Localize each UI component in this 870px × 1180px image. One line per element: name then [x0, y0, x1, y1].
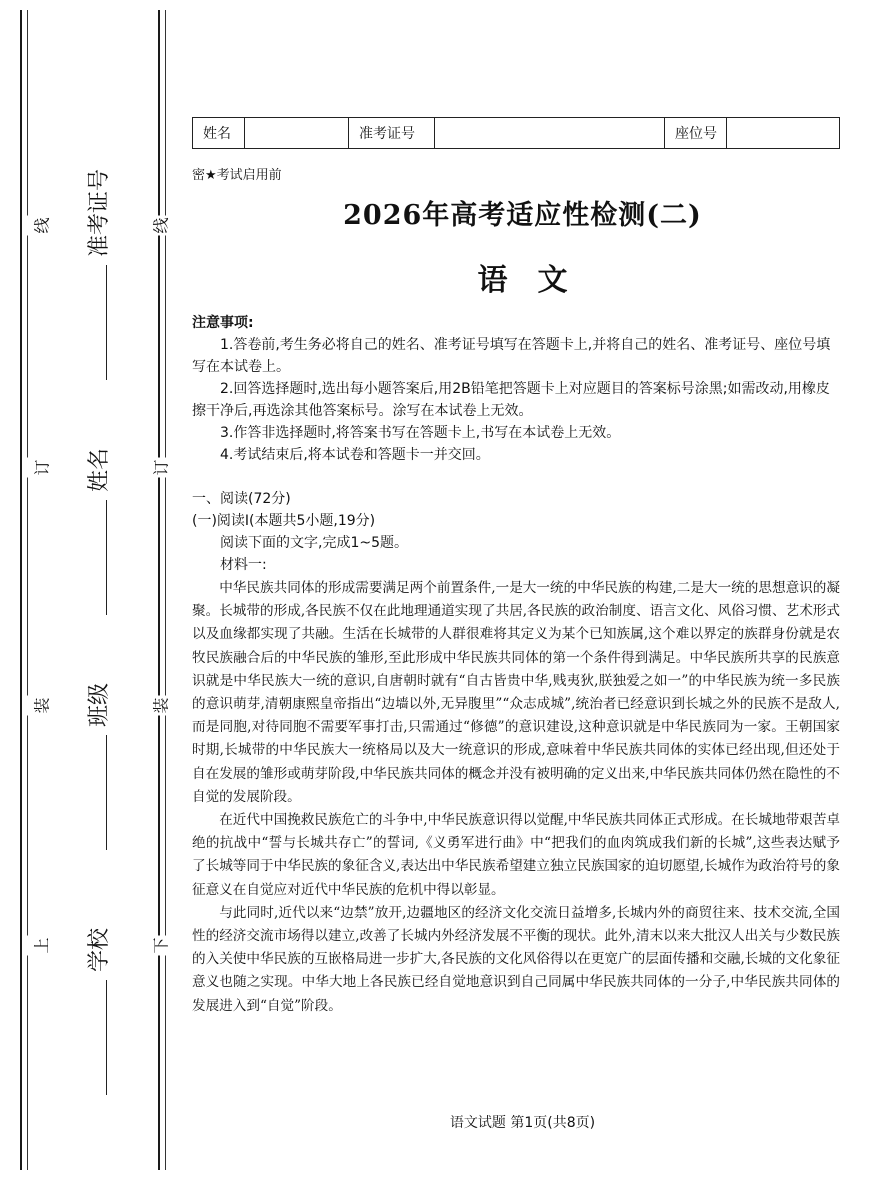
instruction: 阅读下面的文字,完成1~5题。: [220, 535, 408, 551]
school-field[interactable]: [82, 920, 113, 1095]
passage-paragraph: 中华民族共同体的形成需要满足两个前置条件,一是大一统的中华民族的构建,二是大一统的思想意识的凝聚。长城带的形成,各民族不仅在此地理通道实现了共居,各民族的政治制度、语言文化、风俗习惯、艺术形式以及血缘都实现了共融。生活在长城带的人群很难将其定义为某个已知族属,这个难以界定的族群身份就是农牧民族融合后的中华民族的雏形,至此形成中华民族共同体的第一个条件得到满足。中华民族所共享的民族意识就是中华民族大一统的意识,自唐朝时就有“自古皆贵中华,贱夷狄,朕独爱之如一”的中华民族为统一多民族的意识萌芽,清朝康熙皇帝指出“边墙以外,无异腹里”“众志成城”,统治者已经意识到长城之外的民族不是敌人,而是同胞,对待同胞不需要军事打击,只需通过“修德”的意识建设,这种意识就是中华民族同为一家。王朝国家时期,长城带的中华民族大一统格局以及大一统意识的形成,意味着中华民族共同体的实体已经出现,但还处于自在发展的雏形或萌芽阶段,中华民族共同体的概念并没有被明确的定义出来,中华民族共同体仍然在隐性的不自觉的发展阶段。: [192, 580, 840, 805]
class-field[interactable]: [82, 675, 113, 850]
school-line[interactable]: [88, 980, 107, 1095]
exam-title: 2026年高考适应性检测(二): [343, 200, 702, 231]
outer-cut-mark-zhuang: 装: [26, 696, 57, 716]
class-label: 班级: [87, 682, 112, 727]
note-item: 3.作答非选择题时,将答案书写在答题卡上,书写在本试卷上无效。: [220, 425, 621, 441]
inner-cut-mark-zhuang: 装: [145, 696, 176, 716]
note-item: 4.考试结束后,将本试卷和答题卡一并交回。: [220, 447, 490, 463]
outer-cut-mark-xian: 线: [26, 216, 57, 236]
exam-id-line[interactable]: [88, 265, 107, 380]
passage-paragraph: 在近代中国挽救民族危亡的斗争中,中华民族意识得以觉醒,中华民族共同体正式形成。在长城地带艰苦卓绝的抗战中“誓与长城共存亡”的誓词,《义勇军进行曲》中“把我们的血肉筑成我们新的长城”,这些表达赋予了长城等同于中华民族的象征含义,表达出中华民族希望建立独立民族国家的迫切愿望,长城作为政治符号的象征意义在自觉应对近代中华民族的危机中得以彰显。: [192, 812, 840, 898]
exam-id-input-cell[interactable]: [435, 118, 665, 148]
notes-section: [192, 312, 842, 466]
name-label: 姓名: [87, 447, 112, 492]
note-item: 1.答卷前,考生务必将自己的姓名、准考证号填写在答题卡上,并将自己的姓名、准考证号、座位号填写在本试卷上。: [192, 337, 831, 375]
seat-input-cell[interactable]: [727, 118, 837, 148]
inner-cut-mark-xia: 下: [145, 936, 176, 956]
class-line[interactable]: [88, 735, 107, 850]
inner-cut-mark-xian: 线: [145, 216, 176, 236]
passage: [192, 577, 840, 1018]
inner-binding-line: [158, 10, 160, 1170]
exam-id-cell-label: 准考证号: [349, 118, 435, 148]
section-heading: 一、阅读(72分): [192, 491, 291, 507]
outer-cut-mark-shang: 上: [26, 936, 57, 956]
subsection-heading: (一)阅读Ⅰ(本题共5小题,19分): [192, 513, 376, 529]
passage-paragraph: 与此同时,近代以来“边禁”放开,边疆地区的经济文化交流日益增多,长城内外的商贸往来、技术交流,全国性的经济交流市场得以建立,改善了长城内外经济发展不平衡的现状。此外,清末以来大批汉人出关与少数民族的入关使中华民族的互嵌格局进一步扩大,各民族的文化风俗得以在更宽广的层面传播和交融,长城的文化象征意义也随之实现。中华大地上各民族已经自觉地意识到自己同属中华民族共同体的一分子,中华民族共同体的发展进入到“自觉”阶段。: [192, 904, 840, 1014]
name-line[interactable]: [88, 500, 107, 615]
outer-cut-mark-ding: 订: [26, 458, 57, 478]
outer-binding-line-thin: [27, 10, 28, 1170]
inner-cut-mark-ding: 订: [145, 458, 176, 478]
name-field[interactable]: [82, 440, 113, 615]
name-input-cell[interactable]: [245, 118, 349, 148]
note-item: 2.回答选择题时,选出每小题答案后,用2B铅笔把答题卡上对应题目的答案标号涂黑;如需改动,用橡皮擦干净后,再选涂其他答案标号。涂写在本试卷上无效。: [192, 381, 830, 419]
candidate-info-table: [192, 117, 840, 149]
seat-cell-label: 座位号: [665, 118, 727, 148]
name-cell-label: 姓名: [193, 118, 245, 148]
binding-margin: [0, 0, 175, 1180]
page-footer: 语文试题 第1页(共8页): [449, 1115, 596, 1131]
secret-note: 密★考试启用前: [192, 168, 282, 183]
inner-binding-line-thin: [165, 10, 166, 1170]
subject-title: 语文: [477, 263, 598, 298]
exam-id-field[interactable]: [82, 161, 113, 380]
reading-header: [192, 488, 842, 576]
school-label: 学校: [87, 927, 112, 972]
notes-heading: 注意事项:: [192, 315, 254, 331]
exam-id-label: 准考证号: [87, 168, 112, 257]
material-label: 材料一:: [220, 557, 267, 573]
outer-binding-line: [20, 10, 22, 1170]
